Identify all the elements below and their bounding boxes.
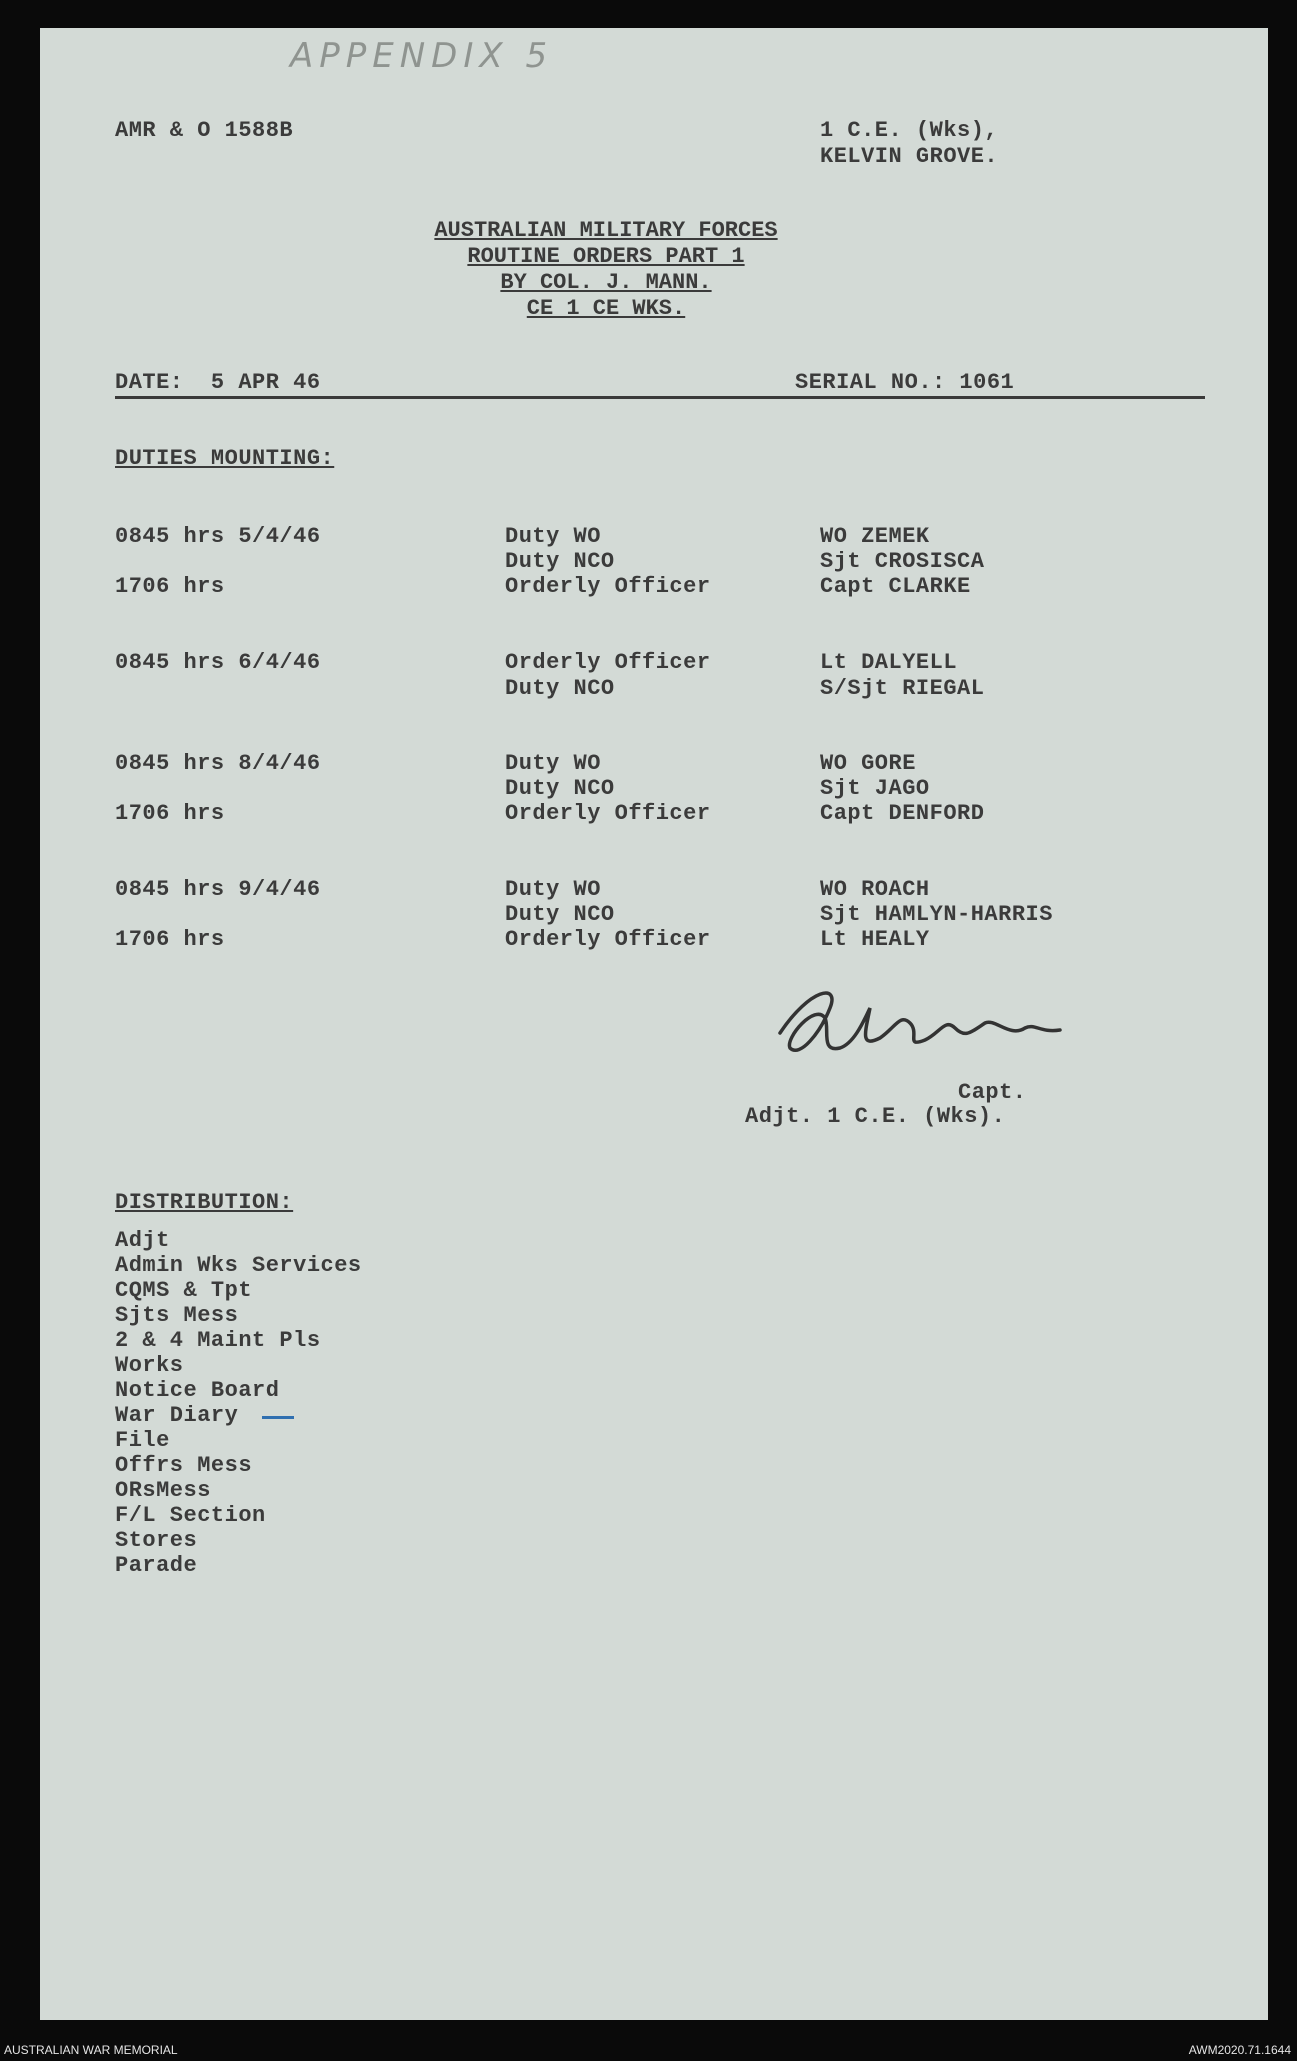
list-item: Adjt xyxy=(115,1228,170,1253)
duty-role: Duty WO xyxy=(505,751,601,776)
duty-role: Duty NCO xyxy=(505,549,615,574)
reference-number: AMR & O 1588B xyxy=(115,118,294,143)
duty-role: Orderly Officer xyxy=(505,927,711,952)
duty-role: Duty NCO xyxy=(505,902,615,927)
unit-line-2: KELVIN GROVE. xyxy=(820,144,999,169)
duty-time: 1706 hrs xyxy=(115,927,225,952)
title-line: CE 1 CE WKS. xyxy=(526,296,686,321)
list-item: Works xyxy=(115,1353,184,1378)
duty-name: Capt CLARKE xyxy=(820,574,971,599)
duty-name: Sjt CROSISCA xyxy=(820,549,985,574)
duty-name: WO ROACH xyxy=(820,877,930,902)
list-item: War Diary xyxy=(115,1403,239,1428)
signatory-title: Adjt. 1 C.E. (Wks). xyxy=(745,1104,1006,1129)
serial-number: SERIAL NO.: 1061 xyxy=(795,370,1015,395)
list-item: F/L Section xyxy=(115,1503,266,1528)
duty-name: WO ZEMEK xyxy=(820,524,930,549)
duties-heading: DUTIES MOUNTING: xyxy=(115,446,335,471)
document-title xyxy=(380,218,832,322)
duty-role: Orderly Officer xyxy=(505,650,711,675)
list-item: Offrs Mess xyxy=(115,1453,253,1478)
list-item: File xyxy=(115,1428,170,1453)
duty-time: 0845 hrs 8/4/46 xyxy=(115,751,321,776)
footer-accession-id: AWM2020.71.1644 xyxy=(1188,2043,1291,2057)
signatory-rank: Capt. xyxy=(958,1080,1027,1105)
duty-time: 1706 hrs xyxy=(115,574,225,599)
duty-name: Lt DALYELL xyxy=(820,650,958,675)
duty-role: Duty WO xyxy=(505,524,601,549)
duty-role: Duty NCO xyxy=(505,776,615,801)
handwritten-appendix-note: APPENDIX 5 xyxy=(290,36,554,76)
list-item: Notice Board xyxy=(115,1378,280,1403)
header-rule xyxy=(115,396,1205,399)
list-item: Stores xyxy=(115,1528,198,1553)
list-item: ORsMess xyxy=(115,1478,211,1503)
title-line: ROUTINE ORDERS PART 1 xyxy=(467,244,745,269)
duty-name: Lt HEALY xyxy=(820,927,930,952)
duty-time: 0845 hrs 5/4/46 xyxy=(115,524,321,549)
list-item: Parade xyxy=(115,1553,198,1578)
duty-name: S/Sjt RIEGAL xyxy=(820,676,985,701)
duty-role: Orderly Officer xyxy=(505,574,711,599)
title-line: AUSTRALIAN MILITARY FORCES xyxy=(434,218,778,243)
duty-role: Duty NCO xyxy=(505,676,615,701)
duty-name: WO GORE xyxy=(820,751,916,776)
duty-name: Sjt JAGO xyxy=(820,776,930,801)
duty-time: 0845 hrs 6/4/46 xyxy=(115,650,321,675)
duty-role: Duty WO xyxy=(505,877,601,902)
title-line: BY COL. J. MANN. xyxy=(500,270,712,295)
duty-name: Sjt HAMLYN-HARRIS xyxy=(820,902,1053,927)
blue-pen-mark xyxy=(262,1416,294,1419)
duty-time: 1706 hrs xyxy=(115,801,225,826)
list-item: Admin Wks Services xyxy=(115,1253,362,1278)
duty-name: Capt DENFORD xyxy=(820,801,985,826)
list-item: CQMS & Tpt xyxy=(115,1278,253,1303)
signature xyxy=(770,978,1100,1068)
footer-source: AUSTRALIAN WAR MEMORIAL xyxy=(4,2043,178,2057)
duty-time: 0845 hrs 9/4/46 xyxy=(115,877,321,902)
list-item: Sjts Mess xyxy=(115,1303,239,1328)
duty-role: Orderly Officer xyxy=(505,801,711,826)
unit-line-1: 1 C.E. (Wks), xyxy=(820,118,999,143)
order-date: DATE: 5 APR 46 xyxy=(115,370,321,395)
distribution-heading: DISTRIBUTION: xyxy=(115,1190,294,1215)
list-item: 2 & 4 Maint Pls xyxy=(115,1328,321,1353)
document-page xyxy=(40,28,1268,2020)
